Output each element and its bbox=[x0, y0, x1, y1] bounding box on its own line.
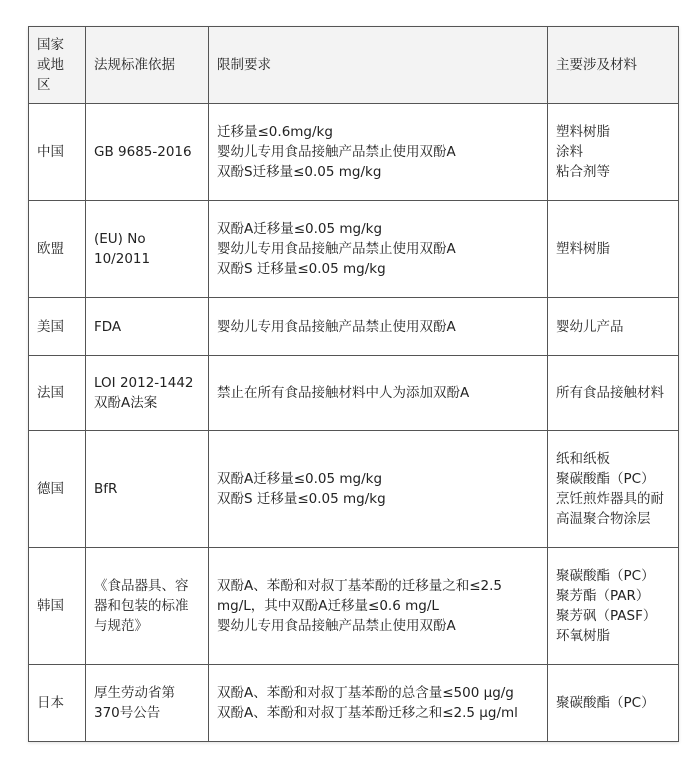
requirement-line: 婴幼儿专用食品接触产品禁止使用双酚A bbox=[217, 318, 456, 335]
cell-requirements bbox=[209, 548, 548, 665]
cell-region: 德国 bbox=[29, 431, 86, 548]
material-line: 环氧树脂 bbox=[556, 628, 610, 644]
header-requirements: 限制要求 bbox=[209, 27, 548, 104]
table-row bbox=[29, 548, 679, 665]
regulation-table bbox=[28, 26, 679, 742]
cell-law bbox=[86, 356, 209, 431]
cell-law bbox=[86, 665, 209, 742]
cell-region: 法国 bbox=[29, 356, 86, 431]
requirement-line: 双酚A迁移量≤0.05 mg/kg bbox=[217, 221, 383, 237]
cell-requirements bbox=[209, 431, 548, 548]
cell-region: 中国 bbox=[29, 104, 86, 201]
cell-materials bbox=[548, 356, 679, 431]
requirement-line: 婴幼儿专用食品接触产品禁止使用双酚A bbox=[217, 618, 456, 634]
law-text: 厚生劳动省第370号公告 bbox=[94, 685, 175, 721]
material-line: 塑料树脂 bbox=[556, 124, 610, 140]
material-line: 涂料 bbox=[556, 144, 583, 160]
requirement-line: 双酚A迁移量≤0.05 mg/kg bbox=[217, 471, 383, 487]
requirement-line: 双酚A、苯酚和对叔丁基苯酚的迁移量之和≤2.5 mg/L，其中双酚A迁移量≤0.6 mg/L bbox=[217, 578, 503, 614]
material-line: 粘合剂等 bbox=[556, 164, 610, 180]
material-line: 聚碳酸酯（PC） bbox=[556, 568, 655, 584]
cell-materials bbox=[548, 665, 679, 742]
cell-law: GB 9685-2016 bbox=[86, 104, 209, 201]
cell-requirements bbox=[209, 665, 548, 742]
table-header-row bbox=[29, 27, 679, 104]
regulation-table-container bbox=[28, 26, 678, 742]
cell-law: (EU) No 10/2011 bbox=[86, 201, 209, 298]
law-text: LOI 2012-1442 双酚A法案 bbox=[94, 375, 194, 411]
cell-law: FDA bbox=[86, 298, 209, 356]
requirement-line: 迁移量≤0.6mg/kg bbox=[217, 124, 333, 140]
requirement-line: 双酚A、苯酚和对叔丁基苯酚迁移之和≤2.5 μg/ml bbox=[217, 705, 518, 721]
header-materials: 主要涉及材料 bbox=[548, 27, 679, 104]
table-row bbox=[29, 298, 679, 356]
table-row bbox=[29, 356, 679, 431]
material-line: 纸和纸板 bbox=[556, 451, 610, 467]
cell-region: 欧盟 bbox=[29, 201, 86, 298]
table-row bbox=[29, 431, 679, 548]
cell-materials bbox=[548, 104, 679, 201]
cell-region: 韩国 bbox=[29, 548, 86, 665]
cell-law bbox=[86, 548, 209, 665]
cell-materials bbox=[548, 201, 679, 298]
cell-materials bbox=[548, 548, 679, 665]
requirement-line: 双酚S 迁移量≤0.05 mg/kg bbox=[217, 261, 386, 277]
requirement-line: 婴幼儿专用食品接触产品禁止使用双酚A bbox=[217, 241, 456, 257]
material-line: 聚碳酸酯（PC） bbox=[556, 471, 655, 487]
cell-requirements bbox=[209, 201, 548, 298]
material-line: 聚碳酸酯（PC） bbox=[556, 695, 655, 711]
material-line: 塑料树脂 bbox=[556, 241, 610, 257]
material-line: 所有食品接触材料 bbox=[556, 385, 664, 401]
table-row bbox=[29, 665, 679, 742]
cell-requirements bbox=[209, 298, 548, 356]
cell-region: 日本 bbox=[29, 665, 86, 742]
table-row bbox=[29, 201, 679, 298]
requirement-line: 禁止在所有食品接触材料中人为添加双酚A bbox=[217, 385, 470, 401]
cell-region: 美国 bbox=[29, 298, 86, 356]
cell-materials bbox=[548, 298, 679, 356]
header-law: 法规标准依据 bbox=[86, 27, 209, 104]
material-line: 烹饪煎炸器具的耐高温聚合物涂层 bbox=[556, 491, 664, 527]
cell-requirements bbox=[209, 356, 548, 431]
requirement-line: 双酚A、苯酚和对叔丁基苯酚的总含量≤500 μg/g bbox=[217, 685, 514, 701]
material-line: 聚芳酯（PAR） bbox=[556, 588, 650, 604]
requirement-line: 双酚S迁移量≤0.05 mg/kg bbox=[217, 164, 382, 180]
law-text: 《食品器具、容器和包装的标准与规范》 bbox=[94, 578, 189, 634]
cell-materials bbox=[548, 431, 679, 548]
cell-law: BfR bbox=[86, 431, 209, 548]
cell-requirements bbox=[209, 104, 548, 201]
table-row bbox=[29, 104, 679, 201]
material-line: 婴幼儿产品 bbox=[556, 318, 624, 335]
header-region: 国家或地区 bbox=[29, 27, 86, 104]
requirement-line: 婴幼儿专用食品接触产品禁止使用双酚A bbox=[217, 144, 456, 160]
requirement-line: 双酚S 迁移量≤0.05 mg/kg bbox=[217, 491, 386, 507]
material-line: 聚芳砜（PASF） bbox=[556, 608, 657, 624]
